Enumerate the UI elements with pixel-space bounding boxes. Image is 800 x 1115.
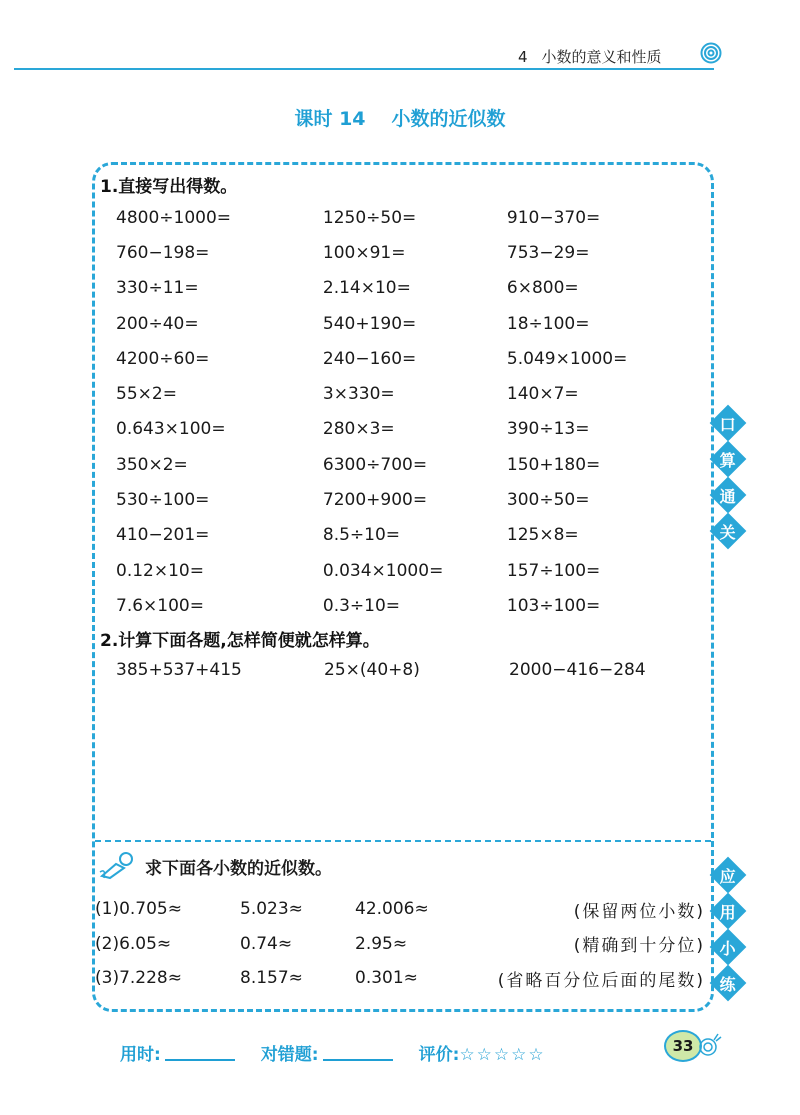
approx-item: 0.301≈ [355, 968, 418, 989]
q1-row [116, 482, 676, 517]
calc-item: 760−198= [116, 242, 210, 263]
chapter-number: 4 [518, 48, 528, 66]
time-label: 用时: [120, 1045, 161, 1065]
lesson-title [0, 104, 800, 131]
rating-label: 评价: [418, 1045, 460, 1065]
q1-row [116, 235, 676, 270]
calc-item: 6300÷700= [322, 454, 428, 475]
calc-item: 125×8= [506, 525, 579, 546]
side-char: 算 [710, 441, 747, 478]
calc-item: 200÷40= [116, 313, 199, 334]
calc-item: 330÷11= [116, 278, 199, 299]
header-rule [14, 68, 714, 70]
q1-title: 1.直接写出得数。 [100, 177, 238, 197]
application-row [95, 892, 705, 927]
calc-item: 100×91= [322, 242, 406, 263]
snail-icon [696, 1032, 722, 1058]
q2-item: 2000−416−284 [509, 660, 646, 680]
calc-item: 530÷100= [116, 490, 210, 511]
approx-instruction: (省略百分位后面的尾数) [497, 970, 705, 991]
calc-item: 140×7= [506, 384, 579, 405]
q1-row [116, 306, 676, 341]
calc-item: 410−201= [116, 525, 210, 546]
side-char: 口 [710, 405, 747, 442]
approx-item: 0.74≈ [240, 933, 293, 954]
approx-item: 5.023≈ [240, 899, 303, 920]
approx-item: 42.006≈ [355, 899, 429, 920]
calc-item: 7.6×100= [116, 595, 204, 616]
q1-row [116, 341, 676, 376]
pen-icon [98, 850, 138, 880]
lesson-code: 课时 14 [294, 108, 366, 130]
side-label-application [714, 852, 741, 1006]
side-char: 通 [710, 477, 747, 514]
calc-item: 6×800= [506, 278, 579, 299]
side-char: 应 [710, 857, 747, 894]
section-divider [95, 840, 711, 842]
calc-item: 910−370= [506, 207, 601, 228]
q1-row [116, 376, 676, 411]
chapter-heading [518, 46, 662, 67]
approx-item: (3)7.228≈ [95, 968, 182, 989]
q1-row [116, 518, 676, 553]
q1-row [116, 271, 676, 306]
q1-grid [116, 200, 676, 624]
side-char: 练 [710, 965, 747, 1002]
side-label-oral [714, 400, 741, 554]
side-char: 小 [710, 929, 747, 966]
calc-item: 280×3= [322, 419, 395, 440]
approx-item: 8.157≈ [240, 968, 303, 989]
calc-item: 103÷100= [506, 595, 601, 616]
calc-item: 4200÷60= [116, 348, 210, 369]
calc-item: 753−29= [506, 242, 590, 263]
calc-item: 7200+900= [322, 490, 428, 511]
page-header [0, 40, 800, 70]
calc-item: 240−160= [322, 348, 417, 369]
page-number: 33 [664, 1030, 702, 1062]
calc-item: 18÷100= [506, 313, 590, 334]
time-blank[interactable] [165, 1059, 235, 1061]
calc-item: 3×330= [322, 384, 395, 405]
q2-items [116, 660, 679, 680]
approx-instruction: (保留两位小数) [573, 901, 705, 922]
rating-stars[interactable]: ☆☆☆☆☆ [459, 1045, 546, 1065]
correct-label: 对错题: [260, 1045, 319, 1065]
q2-item: 25×(40+8) [324, 660, 420, 680]
calc-item: 0.643×100= [116, 419, 226, 440]
calc-item: 390÷13= [506, 419, 590, 440]
calc-item: 0.034×1000= [322, 560, 444, 581]
footer-bar [120, 1040, 546, 1065]
q1-row [116, 588, 676, 623]
side-char: 关 [710, 513, 747, 550]
calc-item: 350×2= [116, 454, 188, 475]
approx-instruction: (精确到十分位) [573, 936, 705, 957]
calc-item: 55×2= [116, 384, 177, 405]
q1-row [116, 200, 676, 235]
calc-item: 8.5÷10= [322, 525, 401, 546]
approx-item: 2.95≈ [355, 933, 408, 954]
calc-item: 300÷50= [506, 490, 590, 511]
calc-item: 2.14×10= [322, 278, 411, 299]
application-rows [95, 892, 705, 996]
q2-item: 385+537+415 [116, 660, 242, 680]
q1-row [116, 412, 676, 447]
calc-item: 4800÷1000= [116, 207, 232, 228]
application-row [95, 961, 705, 996]
calc-item: 0.12×10= [116, 560, 204, 581]
application-title: 求下面各小数的近似数。 [145, 859, 332, 879]
calc-item: 150+180= [506, 454, 601, 475]
approx-item: (1)0.705≈ [95, 899, 182, 920]
lesson-name: 小数的近似数 [391, 108, 506, 130]
calc-item: 540+190= [322, 313, 417, 334]
calc-item: 5.049×1000= [506, 348, 628, 369]
correct-blank[interactable] [323, 1059, 393, 1061]
calc-item: 157÷100= [506, 560, 601, 581]
chapter-title: 小数的意义和性质 [541, 48, 662, 66]
approx-item: (2)6.05≈ [95, 933, 172, 954]
calc-item: 0.3÷10= [322, 595, 401, 616]
application-row [95, 927, 705, 962]
q1-row [116, 447, 676, 482]
side-char: 用 [710, 893, 747, 930]
q2-title: 2.计算下面各题,怎样简便就怎样算。 [100, 631, 380, 651]
q1-row [116, 553, 676, 588]
spiral-icon [700, 42, 722, 64]
calc-item: 1250÷50= [322, 207, 417, 228]
